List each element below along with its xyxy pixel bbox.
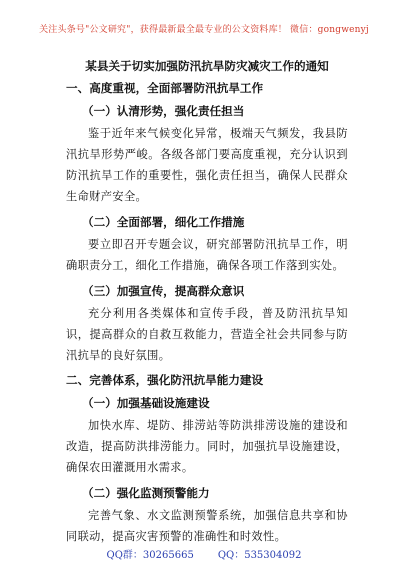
footer-contact — [0, 546, 408, 561]
subsection-1-2-heading: （二）全面部署，细化工作措施 — [82, 215, 245, 229]
subsection-1-3-body: 充分利用各类媒体和宣传手段，普及防汛抗旱知识，提高群众的自救互救能力，营造全社会共同参与防汛抗旱的良好氛围。 — [66, 307, 348, 362]
subsection-2-2-body: 完善气象、水文监测预警系统，加强信息共享和协同联动，提高灾害预警的准确性和时效性。 — [66, 509, 348, 543]
subsection-2-2-heading: （二）强化监测预警能力 — [82, 486, 210, 500]
section-1-heading: 一、高度重视，全面部署防汛抗旱工作 — [66, 81, 264, 95]
subsection-1-1-heading: （一）认清形势，强化责任担当 — [82, 104, 245, 118]
footer-qq: QQ：535304092 — [217, 550, 302, 561]
section-2-heading: 二、完善体系，强化防汛抗旱能力建设 — [66, 373, 264, 387]
subsection-1-3-heading: （三）加强宣传，提高群众意识 — [82, 284, 245, 298]
subsection-2-1-heading: （一）加强基础设施建设 — [82, 396, 210, 410]
subsection-1-2-body: 要立即召开专题会议，研究部署防汛抗旱工作，明确职责分工，细化工作措施，确保各项工作落到实处。 — [66, 238, 348, 272]
document-title: 某县关于切实加强防汛抗旱防灾减灾工作的通知 — [85, 59, 329, 73]
document-body — [66, 50, 348, 547]
subsection-2-1-body: 加快水库、堤防、排涝站等防洪排涝设施的建设和改造，提高防洪排涝能力。同时，加强抗旱设施建设，确保农田灌溉用水需求。 — [66, 419, 348, 474]
subsection-1-1-body: 鉴于近年来气候变化异常，极端天气频发，我县防汛抗旱形势严峻。各级各部门要高度重视，充分认识到防汛抗旱工作的重要性，强化责任担当，确保人民群众生命财产安全。 — [66, 127, 348, 203]
header-promo-note: 关注头条号"公文研究"，获得最新最全最专业的公文资料库！ 微信：gongwenyj — [39, 25, 369, 35]
footer-qq-group: QQ群：30265665 — [106, 550, 194, 561]
